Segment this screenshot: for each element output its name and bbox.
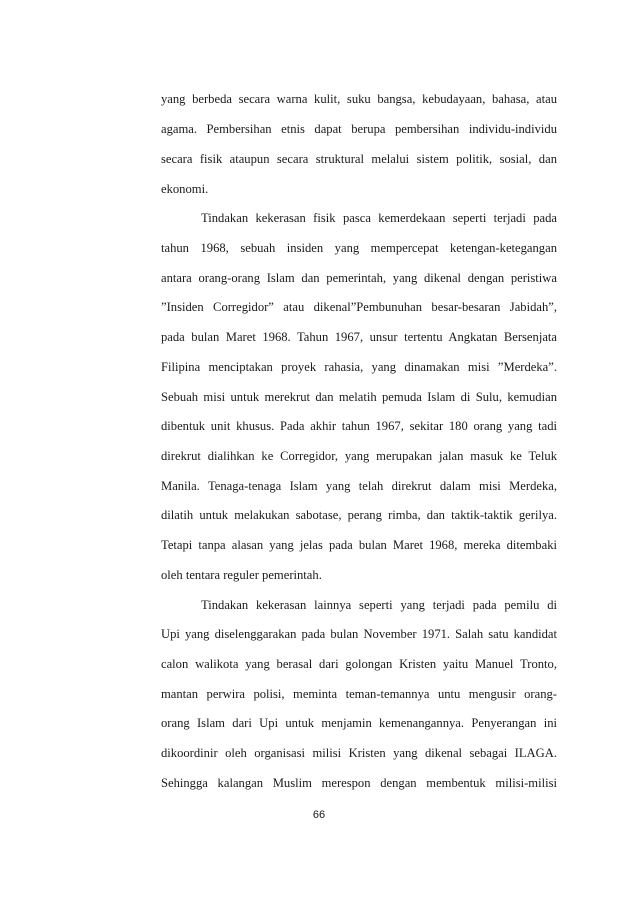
text-line: yang berbeda secara warna kulit, suku bangsa, kebudayaan, bahasa, atau: [161, 92, 557, 106]
text-line: dilatih untuk melakukan sabotase, perang rimba, dan taktik-taktik gerilya.: [161, 508, 557, 522]
text-line: mantan perwira polisi, meminta teman-temannya untu mengusir orang-: [161, 687, 557, 701]
text-line: antara orang-orang Islam dan pemerintah, yang dikenal dengan peristiwa: [161, 271, 557, 285]
text-line: Manila. Tenaga-tenaga Islam yang telah direkrut dalam misi Merdeka,: [161, 479, 557, 493]
text-line: Upi yang diselenggarakan pada bulan November 1971. Salah satu kandidat: [161, 627, 557, 641]
text-line: dikoordinir oleh organisasi milisi Kristen yang dikenal sebagai ILAGA.: [161, 746, 557, 760]
text-line: Filipina menciptakan proyek rahasia, yang dinamakan misi ”Merdeka”.: [161, 360, 557, 374]
text-line: tahun 1968, sebuah insiden yang mempercepat ketengan-ketegangan: [161, 241, 557, 255]
text-line: Sebuah misi untuk merekrut dan melatih pemuda Islam di Sulu, kemudian: [161, 390, 557, 404]
text-line: agama. Pembersihan etnis dapat berupa pembersihan individu-individu: [161, 122, 557, 136]
text-line: calon walikota yang berasal dari golongan Kristen yaitu Manuel Tronto,: [161, 657, 557, 671]
text-line: direkrut dialihkan ke Corregidor, yang merupakan jalan masuk ke Teluk: [161, 449, 557, 463]
paragraph-first-line: Tindakan kekerasan lainnya seperti yang terjadi pada pemilu di: [201, 598, 557, 612]
text-line: orang Islam dari Upi untuk menjamin kemenangannya. Penyerangan ini: [161, 716, 557, 730]
text-line: ekonomi.: [161, 182, 209, 196]
text-line: oleh tentara reguler pemerintah.: [161, 568, 322, 582]
text-line: pada bulan Maret 1968. Tahun 1967, unsur tertentu Angkatan Bersenjata: [161, 330, 557, 344]
text-line: dibentuk unit khusus. Pada akhir tahun 1967, sekitar 180 orang yang tadi: [161, 419, 557, 433]
paragraph-first-line: Tindakan kekerasan fisik pasca kemerdekaan seperti terjadi pada: [201, 211, 557, 225]
text-line: Sehingga kalangan Muslim merespon dengan membentuk milisi-milisi: [161, 776, 557, 790]
text-line: ”Insiden Corregidor” atau dikenal”Pembunuhan besar-besaran Jabidah”,: [161, 300, 557, 314]
text-line: Tetapi tanpa alasan yang jelas pada bulan Maret 1968, mereka ditembaki: [161, 538, 557, 552]
text-line: secara fisik ataupun secara struktural melalui sistem politik, sosial, dan: [161, 152, 557, 166]
page-number: 66: [312, 809, 326, 821]
